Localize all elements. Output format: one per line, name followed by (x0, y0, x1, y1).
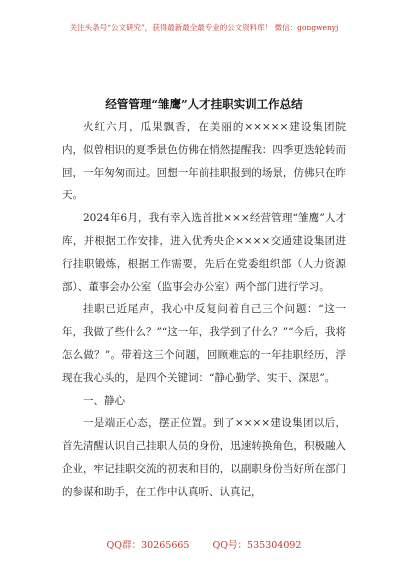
document-title: 经管管理“雏鹰”人才挂职实训工作总结 (105, 97, 303, 111)
document-body (62, 116, 346, 504)
qq-number-label: QQ号：535304092 (212, 540, 302, 551)
qq-group-label: QQ群：30265665 (106, 540, 190, 551)
footer-contact (0, 537, 408, 551)
paragraph-3: 挂职已近尾声，我心中反复问着自己三个问题：“这一年，我做了些什么？”“这一年，我学到了什么？”“今后，我将怎么做？”。带着这三个问题，回顾难忘的一年挂职经历，浮现在我心头的，是四个关键词：“静心勤学、实干、深思”。 (62, 303, 346, 384)
paragraph-4: 一是端正心态，摆正位置。到了××××建设集团以后，首先清醒认识自己挂职人员的身份，迅速转换角色，积极融入企业，牢记挂职交流的初衷和目的，以副职身份当好所在部门的参谋和助手，在工作中认真听、认真记， (62, 417, 346, 498)
promo-banner: 关注头条号“公文研究”，获得最新最全最专业的公文资料库！ 微信：gongwenyj (69, 23, 339, 32)
paragraph-1: 火红六月，瓜果飘香，在美丽的×××××建设集团院内，似曾相识的夏季景色仿佛在悄然提醒我：四季更迭轮转而回，一年匆匆而过。回想一年前挂职报到的场景，仿佛只在昨天。 (62, 121, 346, 202)
section-heading-1: 一、静心 (83, 394, 125, 407)
paragraph-2: 2024年6月，我有幸入选首批×××经营管理“雏鹰”人才库，并根据工作安排，进入优秀央企××××交通建设集团进行挂职锻炼，根据工作需要，先后在党委组织部（人力资源部）、董事会办公室（监事会办公室）两个部门进行学习。 (62, 212, 346, 293)
